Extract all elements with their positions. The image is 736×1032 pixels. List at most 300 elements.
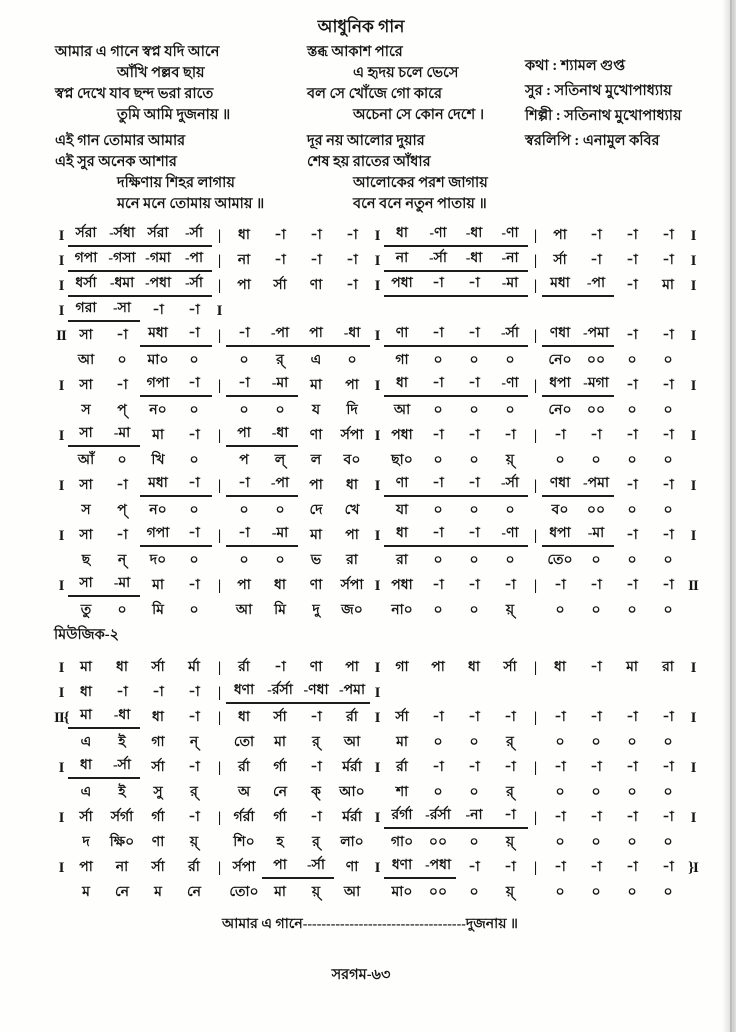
note-cell: র্মর্রা — [342, 760, 362, 775]
lyric-syllable: র্ — [276, 353, 284, 368]
notation-line — [54, 754, 700, 779]
note-cell: পা — [431, 660, 445, 675]
bar-marker — [212, 883, 226, 904]
lyric-syllable: মি — [152, 603, 164, 618]
lyric-syllable: ০ — [555, 453, 565, 468]
note-cell: -া — [504, 860, 516, 875]
note-cell: র্সা — [395, 710, 409, 725]
lyric-syllable: এ — [80, 785, 92, 800]
bar-marker — [528, 883, 542, 904]
bar-marker — [370, 451, 384, 472]
note-cell: -া — [468, 578, 480, 593]
bar-marker — [54, 551, 68, 572]
lyric-line: স্তব্ধ আকাশ পারে — [307, 44, 403, 60]
note-cell: -া — [626, 278, 638, 293]
bar-marker — [528, 733, 542, 754]
page-title: আধুনিক গান — [317, 17, 405, 36]
bar-marker: | — [533, 810, 537, 826]
lyric-syllable: য়্ — [505, 885, 515, 900]
lyric-syllable-row — [54, 729, 700, 754]
lyric-syllable: ০ — [505, 553, 515, 568]
note-cell: মা — [310, 528, 322, 543]
bar-marker: I — [690, 228, 696, 244]
lyric-syllable: য়্ — [505, 453, 515, 468]
note-cell: -া — [456, 274, 492, 297]
note-cell: র্রা — [188, 860, 200, 875]
note-cell: মধা — [140, 474, 176, 497]
lyric-syllable: তো০ — [229, 885, 259, 900]
credit-line: সুর : সতিনাথ মুখোপাধ্যায় — [525, 83, 672, 99]
bar-marker: I — [690, 660, 696, 676]
note-cell: -া — [420, 274, 456, 297]
note-cell: র্সরা — [68, 224, 104, 247]
lyric-syllable: র্ — [312, 835, 320, 850]
note-cell: ধপা — [542, 374, 578, 397]
credit-line: শিল্পী : সতিনাথ মুখোপাধ্যায় — [525, 108, 682, 124]
bar-marker: | — [217, 710, 221, 726]
note-cell: -পমা — [578, 474, 614, 497]
note-cell: -া — [432, 760, 444, 775]
note-cell: -া — [226, 324, 262, 347]
note-cell: -া — [662, 810, 674, 825]
note-cell: পা — [262, 856, 298, 879]
note-cell: ধা — [116, 660, 128, 675]
note-cell: -া — [188, 578, 200, 593]
note-cell: -া — [504, 710, 516, 725]
lyric-syllable: র্ — [312, 735, 320, 750]
lyrics-mid — [307, 42, 525, 215]
note-cell: -পা — [262, 474, 298, 497]
note-cell: না — [237, 253, 251, 268]
bar-marker: | — [533, 228, 537, 244]
lyric-syllable: ০ — [591, 835, 601, 850]
bar-marker: | — [217, 760, 221, 776]
lyric-syllable: খি — [151, 453, 165, 468]
lyric-syllable: ০০ — [586, 403, 606, 418]
lyric-syllable: ব০ — [343, 453, 361, 468]
bar-marker: II{ — [54, 710, 69, 726]
lyric-line: শেষ হয় রাতের আঁধার — [307, 154, 431, 170]
lyric-syllable: ০ — [433, 785, 443, 800]
notation-line — [54, 422, 700, 447]
bar-marker: I — [374, 278, 380, 294]
lyric-syllable: নে — [114, 885, 130, 900]
note-cell: -া — [310, 710, 322, 725]
credit-line: কথা : শ্যামল গুপ্ত — [525, 58, 626, 74]
note-cell: ধা — [274, 578, 286, 593]
note-cell — [420, 683, 456, 704]
lyric-syllable: য়্ — [505, 603, 515, 618]
bar-marker: | — [217, 685, 221, 701]
bar-marker: I — [58, 303, 64, 319]
notation-line — [54, 679, 700, 704]
lyric-syllable: নে০ — [548, 353, 572, 368]
lyric-syllable: ০ — [189, 603, 199, 618]
section-label: মিউজিক-২ — [54, 627, 120, 643]
bar-marker — [54, 451, 68, 472]
note-cell: -ণা — [420, 224, 456, 247]
note-cell: ণা — [384, 474, 420, 497]
scan-edge-line — [730, 0, 732, 1032]
note-cell: ধা — [238, 710, 250, 725]
bar-marker: II — [56, 328, 66, 344]
note-cell: -া — [662, 328, 674, 343]
lyric-syllable: ০ — [591, 453, 601, 468]
lyric-syllable: ০ — [627, 735, 637, 750]
note-cell: -া — [456, 524, 492, 547]
note-cell: -া — [188, 428, 200, 443]
bar-marker — [370, 351, 384, 372]
bar-marker — [370, 783, 384, 804]
note-cell: র্সপা — [340, 578, 364, 593]
note-cell: -া — [226, 374, 262, 397]
note-cell: র্সা — [151, 860, 165, 875]
lyric-syllable: ০ — [627, 603, 637, 618]
lyric-syllable: ০ — [275, 403, 285, 418]
bar-marker: I — [216, 303, 222, 319]
lyric-line: এই গান তোমার আমার — [55, 133, 186, 149]
bar-marker — [686, 551, 700, 572]
note-cell: -া — [176, 474, 212, 497]
note-cell: পা — [237, 578, 251, 593]
lyric-syllable: ০ — [627, 553, 637, 568]
scan-edge-shadow — [722, 0, 736, 1032]
note-cell: -া — [626, 578, 638, 593]
note-cell: র্রা — [346, 710, 358, 725]
lyric-syllable: ০ — [469, 553, 479, 568]
note-cell: র্সা — [273, 278, 287, 293]
lyric-syllable: আ০ — [339, 785, 365, 800]
note-cell: রা — [662, 660, 674, 675]
lyric-syllable: তু — [80, 603, 92, 618]
lyric-syllable: ক্ষি০ — [109, 835, 135, 850]
bar-marker: I — [374, 710, 380, 726]
lyric-syllable: ০ — [505, 403, 515, 418]
lyric-syllable: ০০ — [428, 885, 448, 900]
lyric-syllable: ন০ — [149, 403, 167, 418]
bar-marker — [370, 601, 384, 622]
bar-marker: | — [533, 760, 537, 776]
lyric-syllable: ম — [82, 885, 90, 900]
lyric-syllable: ছা০ — [391, 453, 413, 468]
note-cell: -া — [662, 528, 674, 543]
notation-line — [54, 222, 700, 247]
note-cell: -া — [432, 428, 444, 443]
lyric-syllable: ০ — [627, 503, 637, 518]
bar-marker — [54, 833, 68, 854]
note-cell: গরা — [68, 299, 104, 322]
bar-marker: | — [533, 253, 537, 269]
lyric-line: এ হৃদয় চলে ভেসে — [353, 65, 459, 81]
notation-line — [54, 247, 700, 272]
note-cell: সা — [79, 328, 93, 343]
lyric-syllable: ০০ — [586, 353, 606, 368]
note-cell: -া — [346, 228, 358, 243]
notation-line — [54, 804, 700, 829]
note-cell: -না — [456, 806, 492, 829]
note-cell: -া — [662, 710, 674, 725]
bar-marker: I — [58, 528, 64, 544]
note-cell: -া — [590, 428, 602, 443]
bar-marker: I — [690, 253, 696, 269]
notation-line — [54, 372, 700, 397]
bar-marker: I — [58, 860, 64, 876]
note-cell: ধা — [384, 374, 420, 397]
note-cell: -র্সা — [492, 324, 528, 347]
note-cell — [650, 683, 686, 704]
lyric-syllable: প — [239, 453, 249, 468]
bar-marker — [528, 351, 542, 372]
bar-marker — [686, 501, 700, 522]
lyric-syllable: ০ — [239, 503, 249, 518]
lyric-syllable: মা — [274, 885, 286, 900]
lyric-syllable: ০ — [663, 785, 673, 800]
note-cell: ণা — [309, 660, 323, 675]
lyric-syllable: ই — [118, 735, 126, 750]
note-cell — [298, 301, 334, 322]
note-cell: -া — [590, 710, 602, 725]
note-cell: -া — [274, 660, 286, 675]
note-cell — [226, 301, 262, 322]
bar-marker: I — [374, 228, 380, 244]
lyric-syllable: ০ — [663, 353, 673, 368]
note-cell: -ণা — [492, 524, 528, 547]
note-cell: ধণা — [226, 681, 262, 704]
note-cell: র্সপা — [232, 860, 256, 875]
note-cell: ধর্সা — [68, 274, 104, 297]
lyric-syllable: ০ — [555, 735, 565, 750]
bar-marker: I — [690, 710, 696, 726]
lyric-syllable: ০ — [433, 353, 443, 368]
lyric-syllable: শি০ — [233, 835, 255, 850]
note-cell: পা — [226, 424, 262, 447]
bar-marker: | — [533, 428, 537, 444]
lyric-syllable: ০ — [433, 735, 443, 750]
bar-marker: I — [374, 528, 380, 544]
lyric-syllable: ০ — [505, 353, 515, 368]
notation-line — [54, 472, 700, 497]
lyric-syllable: প্ — [117, 503, 127, 518]
notation-line — [54, 322, 700, 347]
note-cell: -া — [626, 428, 638, 443]
note-cell: -পা — [262, 324, 298, 347]
notation-line — [54, 572, 700, 597]
lyric-syllable: আ — [343, 885, 361, 900]
lyric-syllable: ল — [310, 453, 322, 468]
note-cell: না — [384, 249, 420, 272]
note-cell: -া — [554, 428, 566, 443]
lyric-syllable: ০ — [469, 835, 479, 850]
lyric-syllable: তো — [233, 735, 255, 750]
lyric-line: এই সুর অনেক আশার — [55, 154, 177, 170]
note-cell: -া — [626, 253, 638, 268]
note-cell: -া — [626, 760, 638, 775]
lyric-syllable: ০ — [591, 553, 601, 568]
lyric-syllable: য়্ — [505, 835, 515, 850]
bar-marker — [528, 401, 542, 422]
bar-marker — [212, 551, 226, 572]
note-cell: পা — [237, 278, 251, 293]
note-cell: -ণা — [492, 374, 528, 397]
lyric-syllable: ০ — [663, 503, 673, 518]
note-cell: -া — [504, 578, 516, 593]
note-cell: -ণা — [492, 224, 528, 247]
note-cell — [614, 301, 650, 322]
note-cell: -া — [626, 378, 638, 393]
lyric-syllable: ০ — [433, 603, 443, 618]
note-cell — [578, 683, 614, 704]
notation-line — [54, 704, 700, 729]
note-cell: -া — [226, 524, 262, 547]
note-cell: -া — [468, 860, 480, 875]
bar-marker: I — [374, 660, 380, 676]
lyric-syllable: য়্ — [189, 835, 199, 850]
bar-marker: | — [217, 228, 221, 244]
bar-marker: | — [217, 660, 221, 676]
note-cell: -া — [456, 324, 492, 347]
bar-marker — [686, 401, 700, 422]
lyric-syllable: ০ — [555, 785, 565, 800]
note-cell: -া — [420, 324, 456, 347]
note-cell: -া — [176, 374, 212, 397]
note-cell: মা — [662, 278, 674, 293]
bar-marker: II — [688, 578, 698, 594]
note-cell: র্সা — [503, 660, 517, 675]
lyric-syllable-row — [54, 829, 700, 854]
lyric-syllable: প্ — [117, 403, 127, 418]
note-cell: -া — [554, 860, 566, 875]
note-cell: পা — [298, 324, 334, 347]
note-cell: মা — [152, 578, 164, 593]
lyric-syllable: না০ — [391, 603, 413, 618]
bar-marker: I — [58, 760, 64, 776]
bar-marker — [212, 601, 226, 622]
note-cell: -মা — [104, 424, 140, 447]
bar-marker — [370, 833, 384, 854]
note-cell — [542, 683, 578, 704]
lyric-syllable: ০ — [505, 503, 515, 518]
note-cell: -না — [492, 249, 528, 272]
note-cell: র্সর্গা — [110, 810, 134, 825]
note-cell: -া — [116, 478, 128, 493]
bar-marker: I — [374, 478, 380, 494]
note-cell: -া — [626, 860, 638, 875]
note-cell: পধা — [391, 578, 413, 593]
notation-line — [54, 272, 700, 297]
note-cell: -া — [310, 810, 322, 825]
lyric-syllable: ০ — [189, 453, 199, 468]
lyric-syllable: মা০ — [147, 353, 169, 368]
note-cell: না — [115, 860, 129, 875]
bar-marker — [528, 451, 542, 472]
note-cell: -া — [662, 578, 674, 593]
note-cell — [578, 301, 614, 322]
lyric-syllable: ন০ — [149, 503, 167, 518]
bar-marker — [528, 783, 542, 804]
lyric-syllable: ০ — [627, 453, 637, 468]
lyric-syllable: ক্ — [311, 785, 321, 800]
lyric-syllable: ০ — [663, 453, 673, 468]
bar-marker: | — [217, 428, 221, 444]
lyric-line: দক্ষিণায় শিহর লাগায় — [117, 175, 235, 191]
lyric-syllable: ০ — [469, 353, 479, 368]
bar-marker: I — [58, 428, 64, 444]
lyric-syllable: মা — [396, 735, 408, 750]
lyric-syllable: র্ — [506, 735, 514, 750]
note-cell: র্মা — [188, 660, 200, 675]
bar-marker: I — [374, 685, 380, 701]
bar-marker — [686, 683, 700, 704]
lyric-syllable: স — [81, 503, 91, 518]
note-cell: -া — [310, 760, 322, 775]
note-cell: -া — [468, 760, 480, 775]
bar-marker: | — [217, 860, 221, 876]
lyric-syllable: ০ — [591, 603, 601, 618]
bar-marker: | — [217, 528, 221, 544]
lyric-syllable-row — [54, 347, 700, 372]
bar-marker: I — [58, 660, 64, 676]
lyric-line: অচেনা সে কোন দেশে । — [353, 107, 485, 123]
lyric-syllable: দি — [346, 403, 358, 418]
note-cell: র্গর্রা — [233, 810, 255, 825]
note-cell: পা — [553, 228, 567, 243]
lyric-syllable: ০ — [117, 353, 127, 368]
bar-marker — [54, 351, 68, 372]
bar-marker: | — [217, 578, 221, 594]
note-cell: -া — [432, 710, 444, 725]
credit-line: স্বরলিপি : এনামুল কবির — [525, 133, 660, 149]
bar-marker: I — [374, 578, 380, 594]
lyric-syllable-row — [54, 879, 700, 904]
note-cell: -া — [590, 253, 602, 268]
lyric-syllable: ০ — [117, 453, 127, 468]
lyric-syllable: মা০ — [391, 885, 413, 900]
note-cell: -ধা — [334, 324, 370, 347]
note-cell — [262, 301, 298, 322]
bar-marker: I — [58, 253, 64, 269]
note-cell: মা — [152, 428, 164, 443]
bar-marker — [370, 301, 384, 322]
note-cell: -া — [188, 685, 200, 700]
note-cell — [492, 301, 528, 322]
lyric-syllable: নে — [186, 885, 202, 900]
bar-marker: | — [217, 478, 221, 494]
note-cell: -া — [662, 428, 674, 443]
bar-marker — [54, 501, 68, 522]
lyric-syllable: গা — [395, 353, 409, 368]
note-cell: -া — [116, 328, 128, 343]
lyric-syllable: দে — [309, 503, 323, 518]
note-cell: -র্সা — [176, 224, 212, 247]
bar-marker — [212, 451, 226, 472]
bar-marker: I — [690, 760, 696, 776]
lyric-syllable-row — [54, 547, 700, 572]
bar-marker — [686, 351, 700, 372]
note-cell: ধা — [468, 660, 480, 675]
lyric-syllable: ০ — [275, 553, 285, 568]
lyric-syllable: ০ — [433, 403, 443, 418]
lyric-line: বনে বনে নতুন পাতায় ॥ — [353, 196, 487, 212]
lyric-syllable: ০ — [347, 353, 357, 368]
note-cell: র্মর্রা — [342, 810, 362, 825]
lyric-syllable: দ০ — [149, 553, 167, 568]
lyric-syllable: ০ — [469, 735, 479, 750]
note-cell: -া — [420, 374, 456, 397]
bar-marker: I — [58, 478, 64, 494]
note-cell: -া — [188, 303, 200, 318]
bar-marker: I — [374, 328, 380, 344]
lyric-syllable: ০ — [555, 603, 565, 618]
